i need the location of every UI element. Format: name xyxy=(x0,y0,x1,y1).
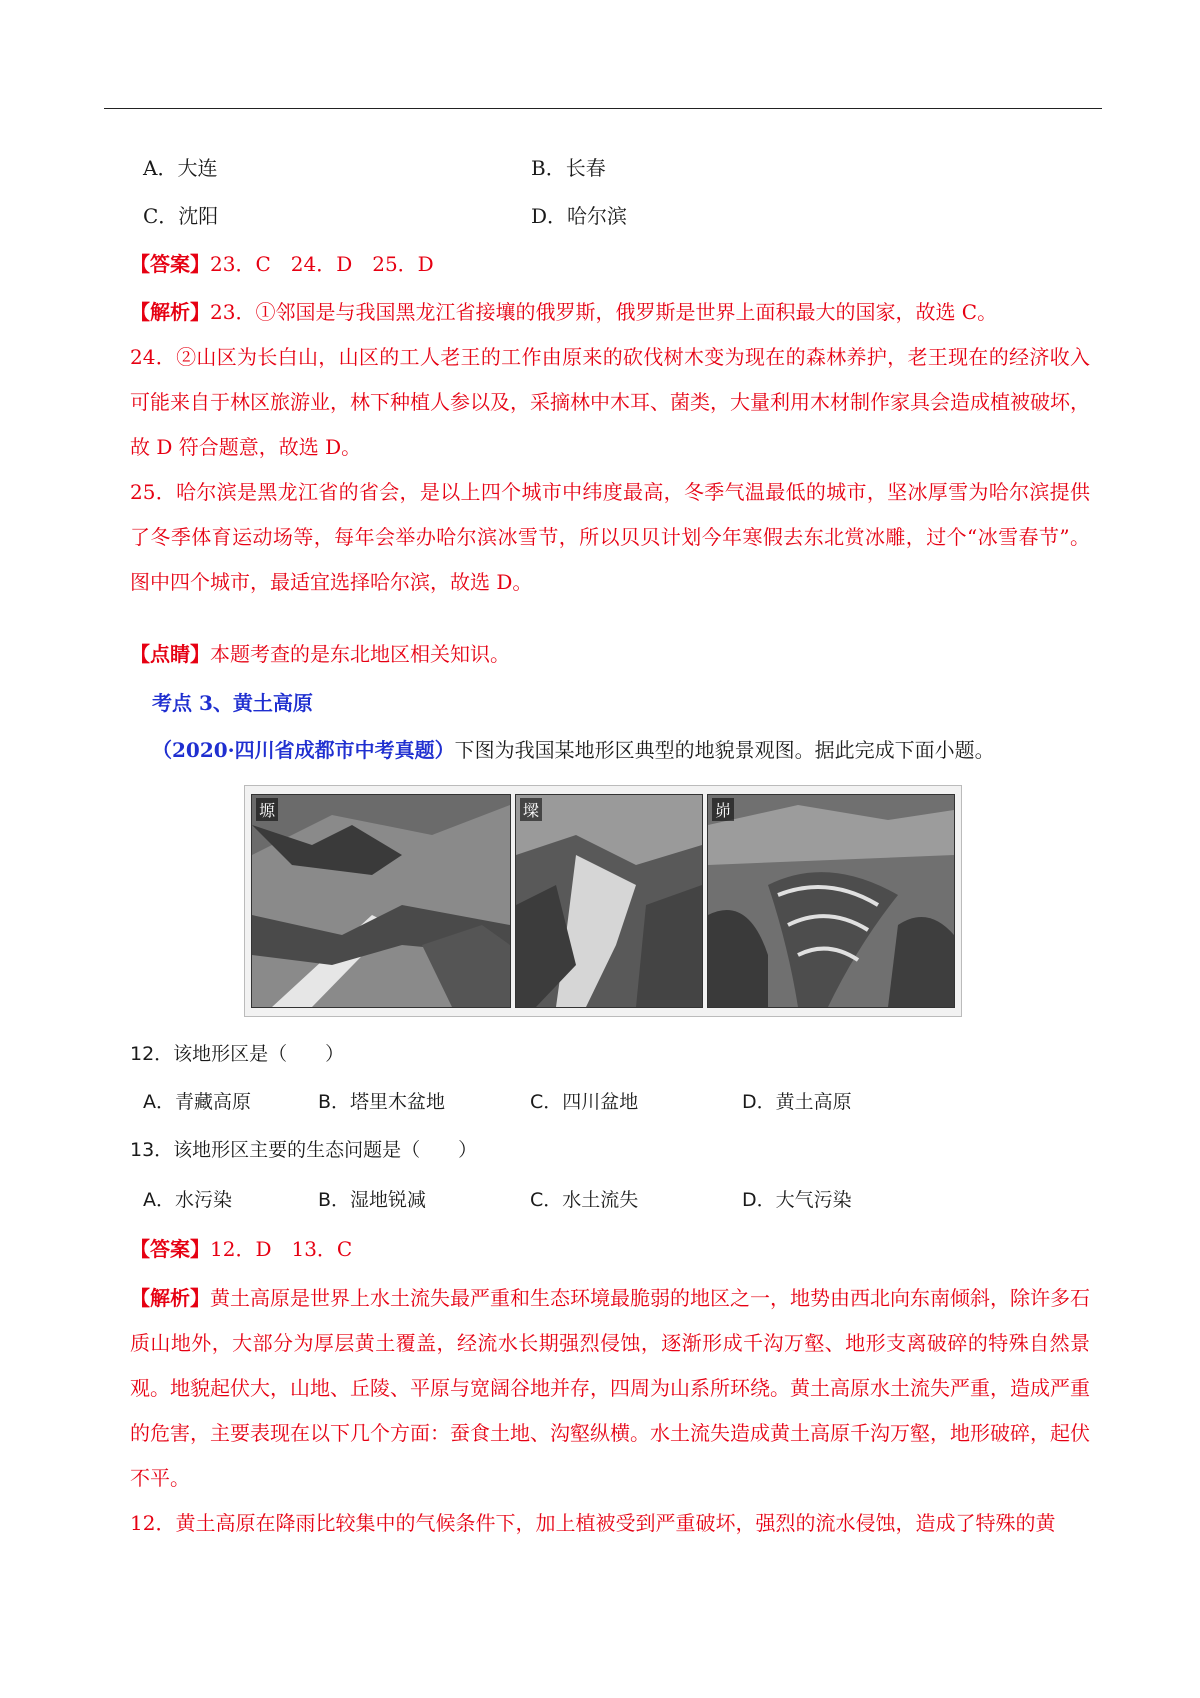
q12-stem: 12．该地形区是（ ） xyxy=(130,1043,345,1065)
tip-tag: 【点睛】 xyxy=(130,642,210,666)
prev-option-c: C．沈阳 xyxy=(143,204,219,228)
question-source: （2020·四川省成都市中考真题） xyxy=(152,738,455,762)
section-title: 考点 3、黄土高原 xyxy=(152,691,313,715)
photo-tag-2: 墚 xyxy=(520,798,542,821)
prev-option-d: D．哈尔滨 xyxy=(531,204,628,228)
q13-option-c: C．水土流失 xyxy=(530,1189,639,1211)
q13-option-d: D．大气污染 xyxy=(742,1189,852,1211)
prev-option-b: B．长春 xyxy=(531,156,606,180)
analysis-block-2 xyxy=(130,1276,1090,1546)
q12-option-a: A．青藏高原 xyxy=(143,1091,251,1113)
photo-liang xyxy=(515,794,703,1008)
analysis2-p1 xyxy=(130,1276,1090,1501)
q12-option-d: D．黄土高原 xyxy=(742,1091,852,1113)
header-rule xyxy=(104,108,1102,109)
question-intro xyxy=(152,738,995,762)
q13-option-a: A．水污染 xyxy=(143,1189,232,1211)
analysis-p1 xyxy=(130,290,1090,335)
analysis-text-23: 23．①邻国是与我国黑龙江省接壤的俄罗斯，俄罗斯是世界上面积最大的国家，故选 C。 xyxy=(210,300,998,324)
analysis-block-1 xyxy=(130,290,1090,605)
tip-block xyxy=(130,642,510,666)
landform-photo-strip xyxy=(244,785,962,1017)
answer-text: 23．C 24．D 25．D xyxy=(210,252,434,276)
photo-yuan xyxy=(251,794,511,1008)
question-intro-text: 下图为我国某地形区典型的地貌景观图。据此完成下面小题。 xyxy=(454,738,995,762)
q13-option-b: B．湿地锐减 xyxy=(318,1189,427,1211)
q12-option-c: C．四川盆地 xyxy=(530,1091,639,1113)
answer-block-2 xyxy=(130,1237,352,1261)
photo-mao xyxy=(707,794,955,1008)
photo-tag-1: 塬 xyxy=(256,798,278,821)
photo-tag-3: 峁 xyxy=(712,798,734,821)
analysis-tag: 【解析】 xyxy=(130,300,210,324)
analysis2-text: 黄土高原是世界上水土流失最严重和生态环境最脆弱的地区之一，地势由西北向东南倾斜，除许多石质山地外，大部分为厚层黄土覆盖，经流水长期强烈侵蚀，逐渐形成千沟万壑、地形支离破碎的特殊自然景观。地貌起伏大，山地、丘陵、平原与宽阔谷地并存，四周为山系所环绕。黄土高原水土流失严重，造成严重的危害，主要表现在以下几个方面：蚕食土地、沟壑纵横。水土流失造成黄土高原千沟万壑，地形破碎，起伏不平。 xyxy=(130,1286,1090,1490)
q13-stem: 13．该地形区主要的生态问题是（ ） xyxy=(130,1139,478,1161)
q12-option-b: B．塔里木盆地 xyxy=(318,1091,446,1113)
answer-tag: 【答案】 xyxy=(130,252,210,276)
analysis-text-24: 24．②山区为长白山，山区的工人老王的工作由原来的砍伐树木变为现在的森林养护，老王现在的经济收入可能来自于林区旅游业，林下种植人参以及，采摘林中木耳、菌类，大量利用木材制作家具会造成植被破坏，故 D 符合题意，故选 D。 xyxy=(130,345,1090,459)
analysis-text-25: 25．哈尔滨是黑龙江省的省会，是以上四个城市中纬度最高，冬季气温最低的城市，坚冰厚雪为哈尔滨提供了冬季体育运动场等，每年会举办哈尔滨冰雪节，所以贝贝计划今年寒假去东北赏冰雕，过个“冰雪春节”。图中四个城市，最适宜选择哈尔滨，故选 D。 xyxy=(130,480,1090,594)
answer-tag-2: 【答案】 xyxy=(130,1237,210,1261)
answer-block-1 xyxy=(130,252,434,276)
answer-text-2: 12．D 13．C xyxy=(210,1237,353,1261)
tip-text: 本题考查的是东北地区相关知识。 xyxy=(210,642,510,666)
analysis-tag-2: 【解析】 xyxy=(130,1286,210,1310)
prev-option-a: A．大连 xyxy=(143,156,218,180)
analysis2-text-12: 12．黄土高原在降雨比较集中的气候条件下，加上植被受到严重破坏，强烈的流水侵蚀，造成了特殊的黄 xyxy=(130,1511,1056,1535)
